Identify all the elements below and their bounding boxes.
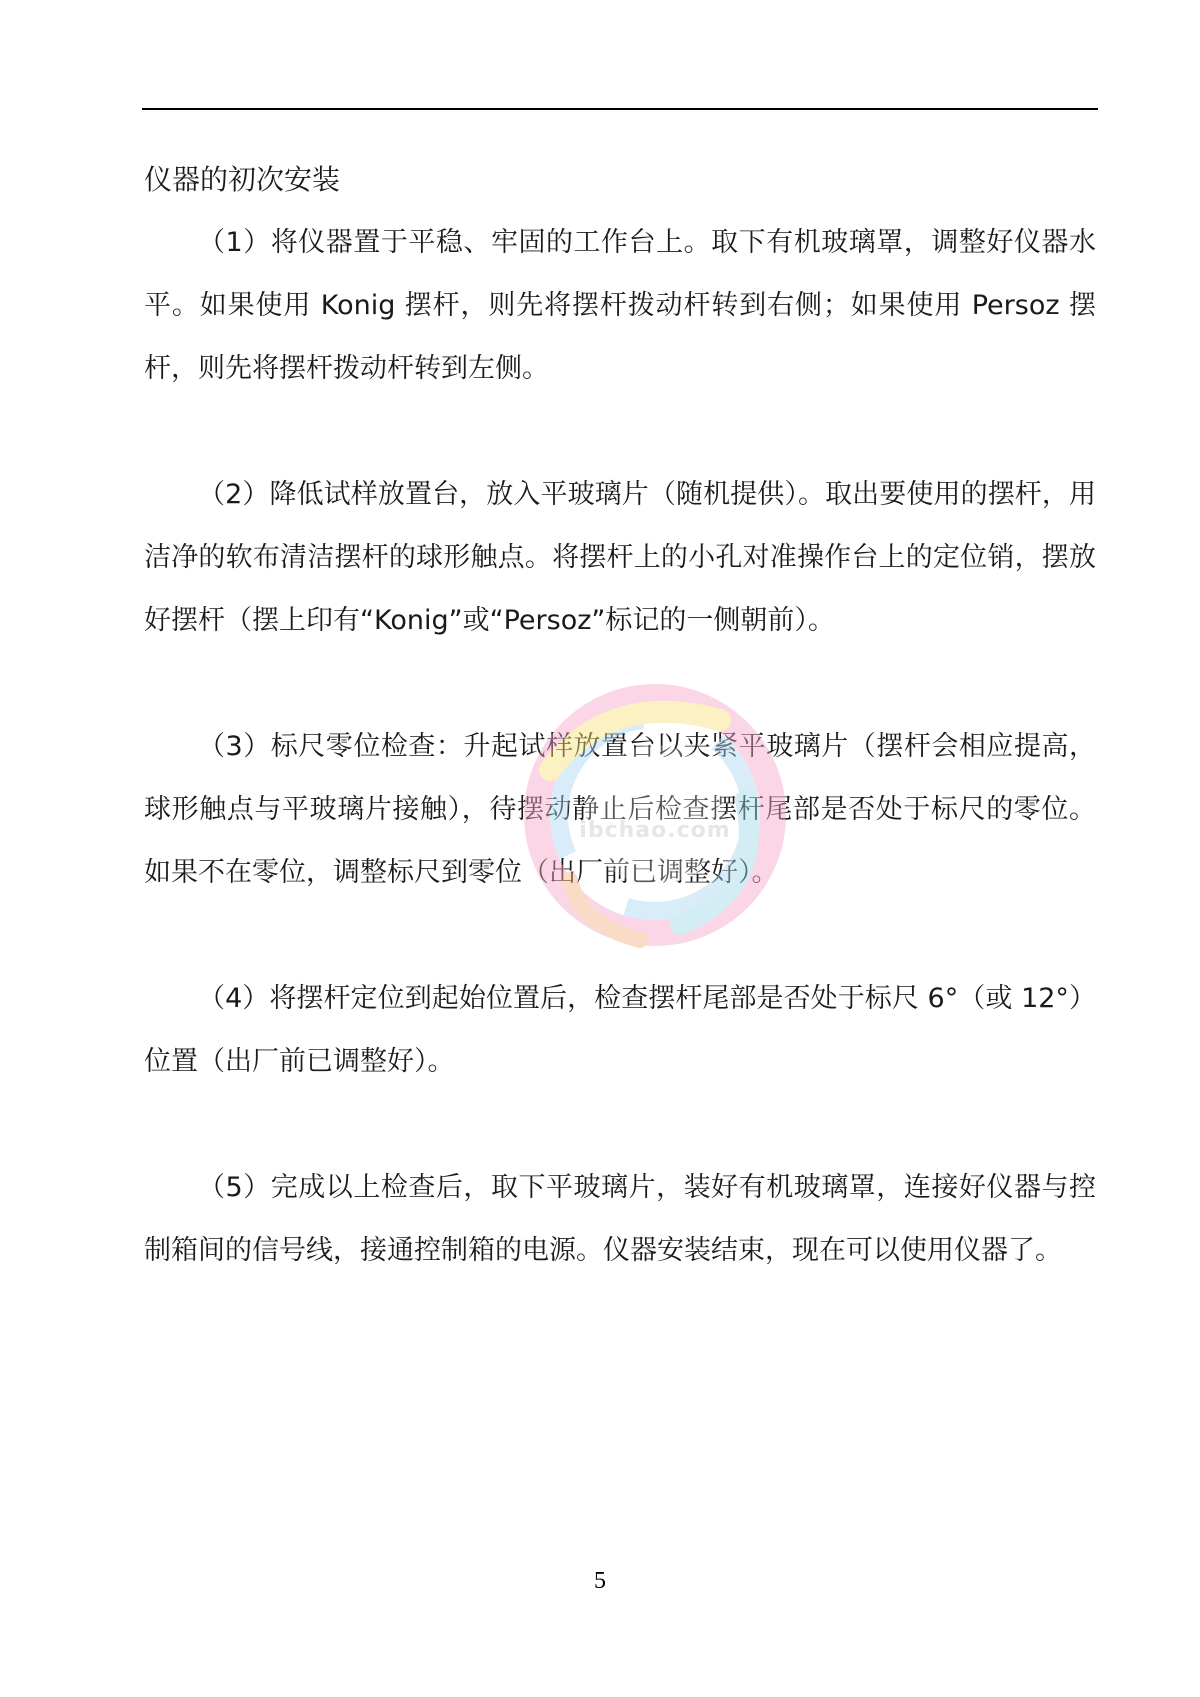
step-3-paragraph: （3）标尺零位检查：升起试样放置台以夹紧平玻璃片（摆杆会相应提高，球形触点与平玻璃片接触），待摆动静止后检查摆杆尾部是否处于标尺的零位。如果不在零位，调整标尺到零位（出厂前已调整好）。 (144, 731, 1096, 888)
watermark-text: ibchao.com (579, 818, 731, 843)
header-rule (142, 108, 1098, 110)
paragraph-gap (144, 652, 1096, 715)
document-body (144, 148, 1096, 1282)
paragraph-gap (144, 400, 1096, 463)
section-title: 仪器的初次安装 (144, 163, 341, 196)
page-number: 5 (594, 1568, 606, 1594)
paragraph-gap (144, 1093, 1096, 1156)
step-4-paragraph: （4）将摆杆定位到起始位置后，检查摆杆尾部是否处于标尺 6°（或 12°）位置（出厂前已调整好）。 (144, 983, 1096, 1077)
paragraph-gap (144, 904, 1096, 967)
step-1-paragraph: （1）将仪器置于平稳、牢固的工作台上。取下有机玻璃罩，调整好仪器水平。如果使用 Konig 摆杆，则先将摆杆拨动杆转到右侧；如果使用 Persoz 摆杆，则先将摆杆拨动杆转到左侧。 (144, 227, 1096, 384)
step-2-paragraph: （2）降低试样放置台，放入平玻璃片（随机提供）。取出要使用的摆杆，用洁净的软布清洁摆杆的球形触点。将摆杆上的小孔对准操作台上的定位销，摆放好摆杆（摆上印有“Konig”或“Persoz”标记的一侧朝前）。 (144, 479, 1096, 636)
step-5-paragraph: （5）完成以上检查后，取下平玻璃片，装好有机玻璃罩，连接好仪器与控制箱间的信号线，接通控制箱的电源。仪器安装结束，现在可以使用仪器了。 (144, 1172, 1096, 1266)
